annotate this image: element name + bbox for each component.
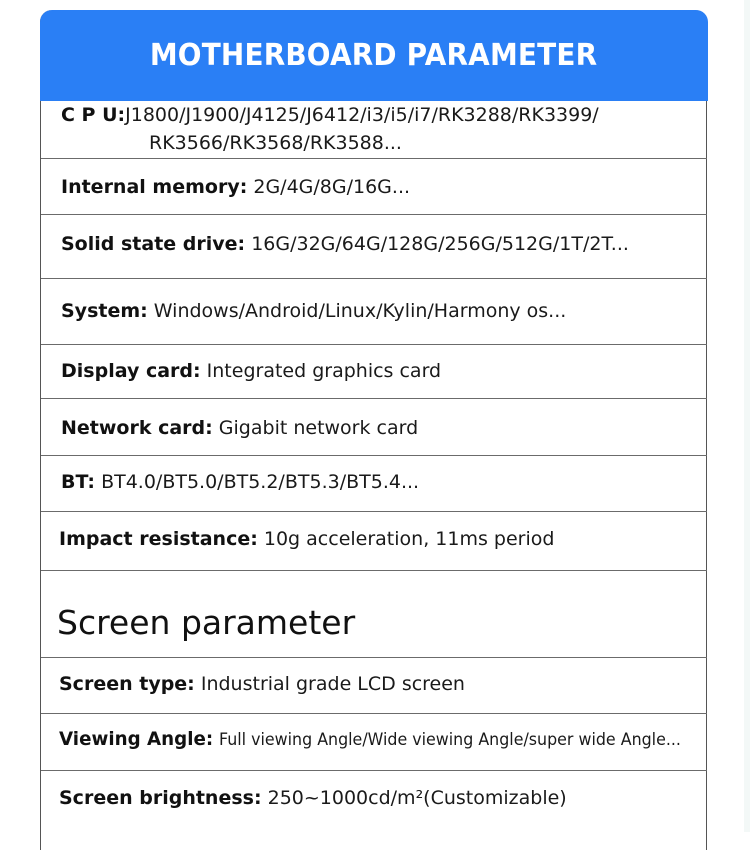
spec-value: 16G/32G/64G/128G/256G/512G/1T/2T... bbox=[251, 233, 629, 255]
spec-label: Impact resistance: bbox=[59, 528, 258, 550]
spec-value-continued: RK3566/RK3568/RK3588... bbox=[149, 132, 402, 154]
spec-label: Display card: bbox=[61, 360, 201, 382]
spec-row-cpu bbox=[41, 101, 707, 159]
spec-row-screen-brightness bbox=[41, 771, 707, 851]
spec-value: Integrated graphics card bbox=[206, 360, 442, 382]
spec-row-display-card bbox=[41, 345, 707, 399]
spec-label: Internal memory: bbox=[61, 176, 248, 198]
screen-section-heading-row bbox=[41, 571, 707, 658]
spec-label: C P U: bbox=[61, 104, 126, 126]
page-title: MOTHERBOARD PARAMETER bbox=[150, 38, 598, 73]
spec-row-bt bbox=[41, 456, 707, 512]
spec-value: 2G/4G/8G/16G... bbox=[253, 176, 411, 198]
spec-row-network-card bbox=[41, 399, 707, 456]
motherboard-header bbox=[40, 10, 708, 101]
section-title: Screen parameter bbox=[57, 603, 356, 642]
spec-label: Screen type: bbox=[59, 673, 195, 695]
spec-label: Screen brightness: bbox=[59, 787, 262, 809]
page-edge-strip bbox=[744, 0, 750, 832]
spec-row-system bbox=[41, 279, 707, 345]
spec-label: Viewing Angle: bbox=[59, 728, 214, 750]
spec-value: Windows/Android/Linux/Kylin/Harmony os... bbox=[153, 300, 567, 322]
spec-value: BT4.0/BT5.0/BT5.2/BT5.3/BT5.4... bbox=[101, 471, 420, 493]
spec-label: BT: bbox=[61, 471, 96, 493]
spec-label: Network card: bbox=[61, 417, 213, 439]
spec-row-impact-resistance bbox=[41, 512, 707, 571]
spec-value: Gigabit network card bbox=[218, 417, 419, 439]
spec-row-viewing-angle bbox=[41, 714, 707, 771]
spec-row-ssd bbox=[41, 215, 707, 279]
spec-value: 10g acceleration, 11ms period bbox=[263, 528, 555, 550]
spec-value: Industrial grade LCD screen bbox=[200, 673, 465, 695]
spec-row-screen-type bbox=[41, 658, 707, 714]
spec-value: Full viewing Angle/Wide viewing Angle/super wide Angle... bbox=[218, 730, 681, 749]
spec-value: J1800/J1900/J4125/J6412/i3/i5/i7/RK3288/RK3399/ bbox=[125, 104, 599, 126]
spec-row-internal-memory bbox=[41, 159, 707, 215]
spec-value: 250~1000cd/m²(Customizable) bbox=[267, 787, 567, 809]
spec-label: System: bbox=[61, 300, 148, 322]
spec-label: Solid state drive: bbox=[61, 233, 246, 255]
